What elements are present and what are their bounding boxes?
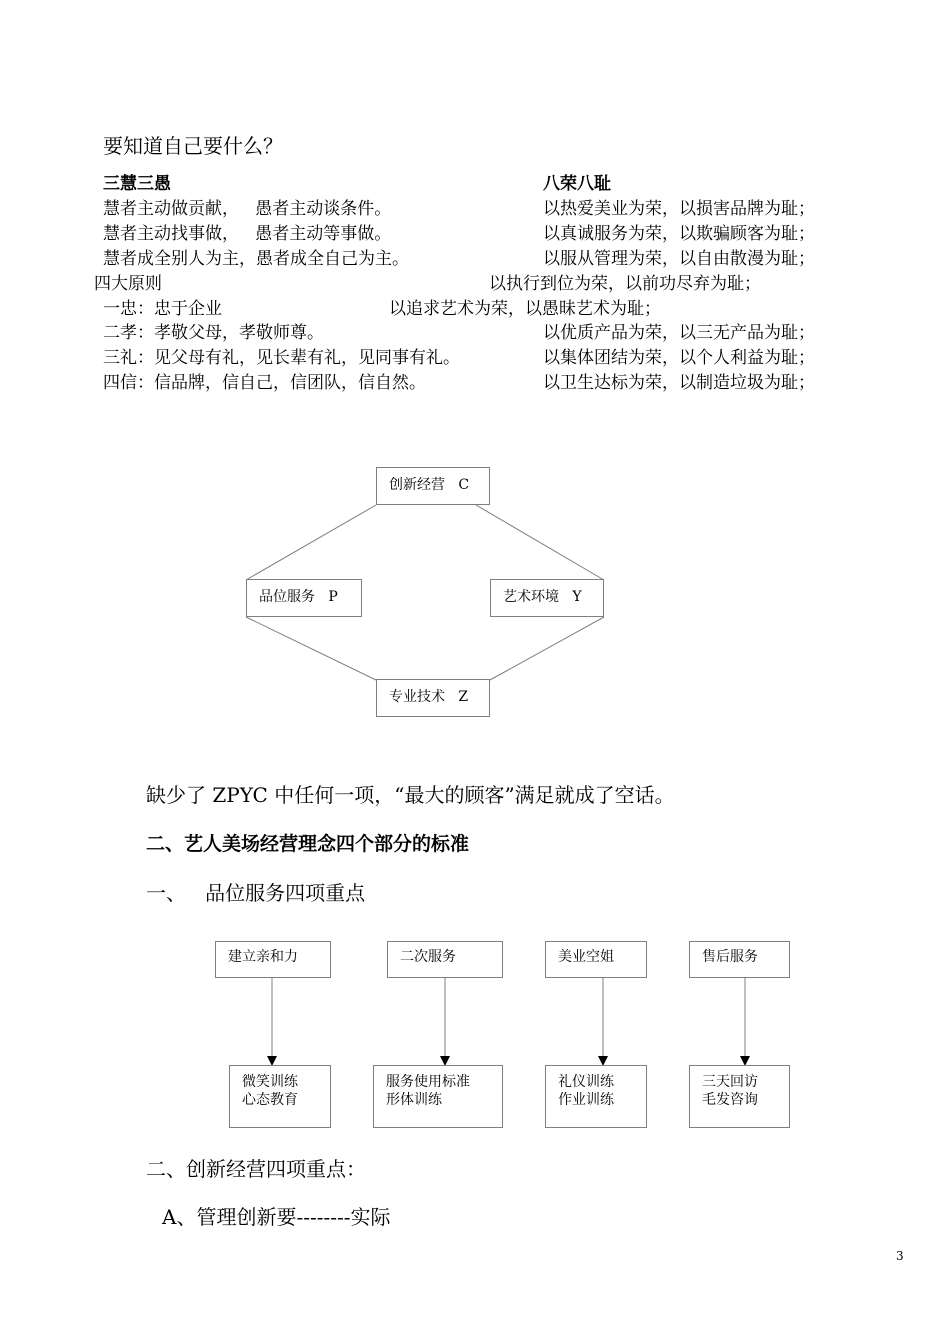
flow-top-box: 美业空姐 [545,941,647,978]
flow-top-box: 建立亲和力 [215,941,331,978]
principle-line: 四信：信品牌，信自己，信团队，信自然。 [103,373,426,393]
wisdom-line: 慧者主动做贡献， 愚者主动谈条件。 [103,199,392,219]
page-number: 3 [896,1249,904,1263]
flow-bottom-line: 毛发咨询 [702,1092,758,1108]
flow-bottom-line: 微笑训练 [242,1074,298,1090]
principles-title: 四大原则 [94,274,162,294]
honor-line: 以集体团结为荣，以个人利益为耻； [543,348,815,368]
flow-bottom-line: 作业训练 [558,1092,614,1108]
wisdom-line: 慧者主动找事做， 愚者主动等事做。 [103,224,392,244]
box-quality-service: 品位服务 P [246,579,362,617]
flow-bottom-line: 三天回访 [702,1074,758,1090]
flow-bottom-line: 心态教育 [242,1092,298,1108]
flow-bottom-line: 服务使用标准 [386,1074,470,1090]
honor-line: 以热爱美业为荣，以损害品牌为耻； [543,199,815,219]
wisdom-title: 三慧三愚 [103,174,171,194]
flow-bottom-line: 礼仪训练 [558,1074,614,1090]
sub2-title: 二、创新经营四项重点： [146,1157,366,1181]
honor-line: 以执行到位为荣，以前功尽弃为耻； [489,274,761,294]
connector-c-p [246,505,376,580]
flow-bottom-box [373,1065,503,1128]
box-professional-technique: 专业技术 Z [376,679,490,717]
honor-line: 以服从管理为荣，以自由散漫为耻； [543,249,815,269]
flow-top-box: 售后服务 [689,941,790,978]
honors-title: 八荣八耻 [543,174,611,194]
connector-y-z [490,617,604,680]
connector-c-y [476,505,604,580]
box-art-environment: 艺术环境 Y [490,579,604,617]
wisdom-line: 慧者成全别人为主，愚者成全自己为主。 [103,249,409,269]
connector-p-z [246,617,376,680]
item-a: A、管理创新要--------实际 [162,1205,391,1229]
flow-bottom-box [689,1065,790,1128]
box-innovative-management: 创新经营 C [376,467,490,505]
honor-line: 以真诚服务为荣，以欺骗顾客为耻； [543,224,815,244]
principle-line: 二孝：孝敬父母，孝敬师尊。 [103,323,324,343]
flow-top-box: 二次服务 [387,941,503,978]
principle-line: 三礼：见父母有礼，见长辈有礼，见同事有礼。 [103,348,460,368]
flow-bottom-box [545,1065,647,1128]
honor-line: 以优质产品为荣，以三无产品为耻； [543,323,815,343]
flow-bottom-line: 形体训练 [386,1092,442,1108]
sub1-title: 一、 品位服务四项重点 [146,881,366,905]
honor-line: 以追求艺术为荣，以愚昧艺术为耻； [389,299,661,319]
flow-bottom-box [229,1065,331,1128]
principle-line: 一忠：忠于企业 [103,299,222,319]
heading-question: 要知道自己要什么？ [103,134,283,158]
honor-line: 以卫生达标为荣，以制造垃圾为耻； [543,373,815,393]
summary-text: 缺少了 ZPYC 中任何一项，“最大的顾客”满足就成了空话。 [146,783,675,807]
section2-title: 二、艺人美场经营理念四个部分的标准 [146,833,470,855]
